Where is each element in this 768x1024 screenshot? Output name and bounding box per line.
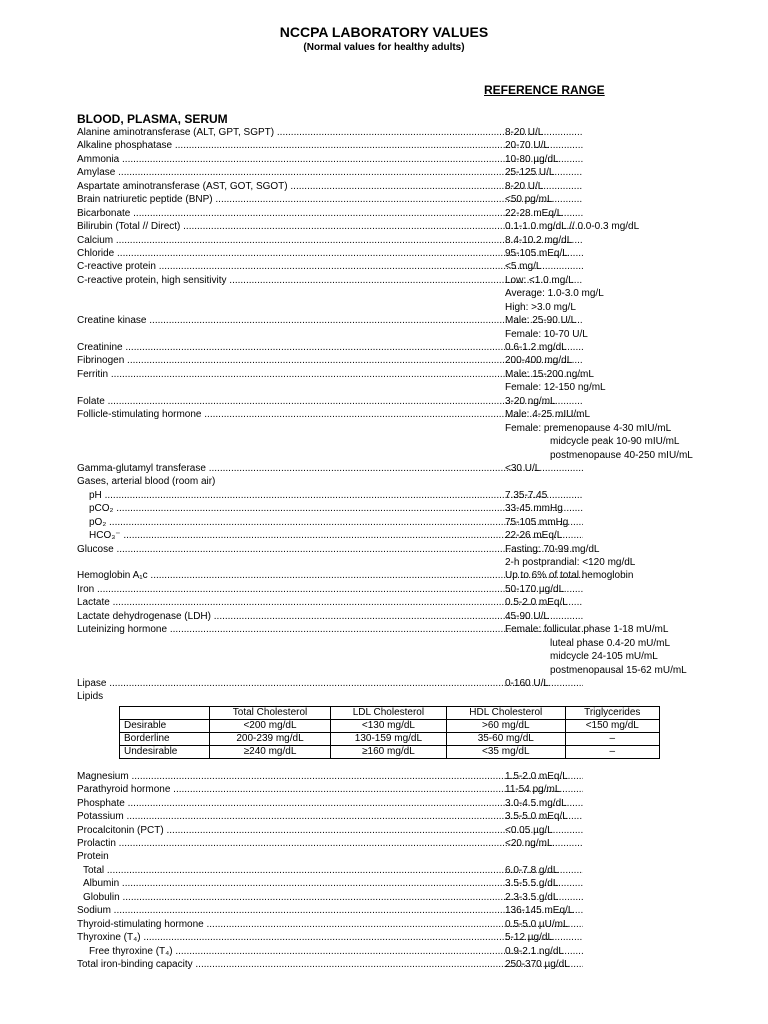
test-name: Folate ..... — [77, 395, 583, 408]
reference-value: 22-26 mEq/L — [505, 530, 563, 542]
lab-value-row — [77, 904, 717, 917]
lipids-cell: <130 mg/dL — [330, 719, 446, 732]
reference-value: 22-28 mEq/L — [505, 207, 563, 219]
test-name: pCO₂ ..... — [77, 502, 583, 515]
reference-value: 6.0-7.8 g/dL — [505, 864, 559, 876]
reference-value: 8.4-10.2 mg/dL — [505, 234, 573, 246]
test-name: Ammonia ..... — [77, 153, 583, 166]
lab-value-row — [77, 850, 717, 863]
lipids-cell: >60 mg/dL — [447, 719, 566, 732]
lab-value-row — [77, 931, 717, 944]
reference-value: 250-370 µg/dL — [505, 958, 570, 970]
reference-value: 0.9-2.1 ng/dL — [505, 945, 564, 957]
lab-value-row — [77, 556, 717, 569]
lipids-cell: 35-60 mg/dL — [447, 732, 566, 745]
reference-value: 200-400 mg/dL — [505, 355, 573, 367]
test-name: Thyroxine (T₄) ..... — [77, 931, 583, 944]
test-name: Luteinizing hormone ..... — [77, 623, 583, 636]
test-name: Phosphate ..... — [77, 797, 583, 810]
reference-value: 0.5-2.0 mEq/L — [505, 597, 568, 609]
reference-value: midcycle 24-105 mU/mL — [550, 651, 658, 663]
reference-value: 75-105 mmHg — [505, 516, 569, 528]
lab-value-row — [77, 381, 717, 394]
test-name: Hemoglobin A₁c ..... — [77, 569, 583, 582]
reference-value: Average: 1.0-3.0 mg/L — [505, 288, 604, 300]
test-name: Thyroid-stimulating hormone ..... — [77, 918, 583, 931]
test-name: Lipase ..... — [77, 677, 583, 690]
reference-value: <0.05 µg/L — [505, 824, 553, 836]
lab-value-row — [77, 664, 717, 677]
lab-value-row — [77, 958, 717, 971]
test-name: Procalcitonin (PCT) ..... — [77, 824, 583, 837]
lab-value-row — [77, 126, 717, 139]
lab-value-row — [77, 891, 717, 904]
test-name: Free thyroxine (T₄) ..... — [77, 945, 583, 958]
reference-value: 2-h postprandial: <120 mg/dL — [505, 557, 636, 568]
reference-value: postmenopause 40-250 mIU/mL — [550, 449, 693, 461]
reference-value: 5-12 µg/dL — [505, 932, 554, 944]
lab-value-row — [77, 650, 717, 663]
lab-value-row — [77, 260, 717, 273]
lipids-cell: – — [565, 732, 659, 745]
test-name: Prolactin ..... — [77, 837, 583, 850]
lab-value-row — [77, 529, 717, 542]
section-heading: BLOOD, PLASMA, SERUM — [77, 112, 228, 126]
test-name: Sodium ..... — [77, 904, 583, 917]
lab-value-row — [77, 543, 717, 556]
lipids-cell: Borderline — [120, 732, 210, 745]
reference-value: High: >3.0 mg/L — [505, 301, 576, 313]
reference-value: <5 mg/L — [505, 261, 542, 273]
reference-value: <20 ng/mL — [505, 838, 553, 849]
lab-value-row — [77, 408, 717, 421]
lipids-cell: ≥240 mg/dL — [210, 745, 331, 758]
lab-value-row — [77, 837, 717, 850]
reference-value: 0.1-1.0 mg/dL // 0.0-0.3 mg/dL — [505, 221, 640, 233]
test-name: Lactate ..... — [77, 596, 583, 609]
lab-value-row — [77, 287, 717, 300]
lab-value-row — [77, 166, 717, 179]
lab-value-row — [77, 354, 717, 367]
test-name: HCO₃⁻ ..... — [77, 529, 583, 542]
reference-value: Female: premenopause 4-30 mIU/mL — [505, 422, 672, 434]
test-name: Gases, arterial blood (room air) — [77, 476, 216, 488]
reference-value: Male: 25-90 U/L — [505, 315, 577, 327]
lab-value-row — [77, 449, 717, 462]
test-name: Gamma-glutamyl transferase ..... — [77, 462, 583, 475]
lab-value-row — [77, 193, 717, 206]
lab-value-row — [77, 583, 717, 596]
test-name: Amylase ..... — [77, 166, 583, 179]
reference-value: postmenopausal 15-62 mU/mL — [550, 664, 687, 676]
lab-value-row — [77, 341, 717, 354]
test-name: Bicarbonate ..... — [77, 207, 583, 220]
test-name: Creatine kinase ..... — [77, 314, 583, 327]
lipids-header-cell: Triglycerides — [565, 706, 659, 719]
reference-value: <30 U/L — [505, 462, 541, 474]
lab-value-row — [77, 610, 717, 623]
lipids-header-cell: LDL Cholesterol — [330, 706, 446, 719]
lab-values-list — [77, 126, 717, 971]
test-name: Lactate dehydrogenase (LDH) ..... — [77, 610, 583, 623]
test-name: Calcium ..... — [77, 234, 583, 247]
lab-value-row — [77, 877, 717, 890]
test-name: Total iron-binding capacity ..... — [77, 958, 583, 971]
lab-value-row — [77, 247, 717, 260]
lipids-table-row — [120, 719, 660, 732]
lipids-header-cell: HDL Cholesterol — [447, 706, 566, 719]
reference-value: Up to 6% of total hemoglobin — [505, 570, 634, 582]
reference-range-heading: REFERENCE RANGE — [484, 83, 605, 97]
lab-value-row — [77, 690, 717, 703]
lab-value-row — [77, 770, 717, 783]
test-name: Creatinine ..... — [77, 341, 583, 354]
lab-value-row — [77, 596, 717, 609]
reference-value: 95-105 mEq/L — [505, 247, 568, 259]
test-name: pO₂ ..... — [77, 516, 583, 529]
reference-value: Male: 15-200 ng/mL — [505, 368, 594, 380]
lab-values-group-1 — [77, 126, 717, 704]
lipids-table-body — [120, 719, 660, 758]
page-title: NCCPA LABORATORY VALUES — [279, 24, 489, 40]
lab-value-row — [77, 395, 717, 408]
lab-value-row — [77, 810, 717, 823]
reference-value: <50 pg/mL — [505, 194, 553, 206]
lab-value-row — [77, 220, 717, 233]
test-name: Lipids — [77, 691, 104, 703]
lab-value-row — [77, 435, 717, 448]
test-name: Protein — [77, 851, 109, 863]
lab-value-row — [77, 180, 717, 193]
lab-value-row — [77, 783, 717, 796]
reference-value: Low: <1.0 mg/L — [505, 274, 574, 286]
reference-value: 0.5-5.0 µU/mL — [505, 918, 569, 930]
reference-value: Female: 10-70 U/L — [505, 328, 588, 340]
lipids-cell: 130-159 mg/dL — [330, 732, 446, 745]
test-name: Chloride ..... — [77, 247, 583, 260]
reference-value: 8-20 U/L — [505, 180, 544, 192]
lipids-cell: – — [565, 745, 659, 758]
reference-value: 11-54 pg/mL — [505, 784, 561, 796]
lipids-cell: ≥160 mg/dL — [330, 745, 446, 758]
lipids-table-header — [120, 706, 660, 719]
lab-value-row — [77, 489, 717, 502]
lab-value-row — [77, 677, 717, 690]
reference-value: 7.35-7.45 — [505, 489, 548, 501]
test-name: Fibrinogen ..... — [77, 354, 583, 367]
lab-value-row — [77, 207, 717, 220]
test-name: Brain natriuretic peptide (BNP) ..... — [77, 193, 583, 206]
lab-value-row — [77, 637, 717, 650]
reference-value: 50-170 µg/dL — [505, 583, 565, 595]
lab-value-row — [77, 918, 717, 931]
reference-value: midcycle peak 10-90 mIU/mL — [550, 436, 680, 448]
lab-value-row — [77, 475, 717, 488]
lipids-table-row — [120, 745, 660, 758]
lab-value-row — [77, 945, 717, 958]
reference-value: 1.5-2.0 mEq/L — [505, 770, 568, 782]
lab-values-group-2 — [77, 770, 717, 972]
lipids-cell: Undesirable — [120, 745, 210, 758]
reference-value: 3.5-5.5 g/dL — [505, 878, 559, 890]
lipids-cell: <150 mg/dL — [565, 719, 659, 732]
reference-value: 0.6-1.2 mg/dL — [505, 342, 567, 353]
reference-value: Female: 12-150 ng/mL — [505, 382, 606, 394]
lipids-cell: <35 mg/dL — [447, 745, 566, 758]
test-name: C-reactive protein ..... — [77, 260, 583, 273]
lipids-table-row — [120, 732, 660, 745]
reference-value: luteal phase 0.4-20 mU/mL — [550, 637, 671, 649]
test-name: Glucose ..... — [77, 543, 583, 556]
lab-value-row — [77, 234, 717, 247]
lab-value-row — [77, 422, 717, 435]
lipids-cell: 200-239 mg/dL — [210, 732, 331, 745]
test-name: Iron ..... — [77, 583, 583, 596]
reference-value: 3.0-4.5 mg/dL — [505, 797, 567, 809]
reference-value: Female: follicular phase 1-18 mU/mL — [505, 624, 669, 636]
lab-value-row — [77, 301, 717, 314]
test-name: pH ..... — [77, 489, 583, 502]
reference-value: 45-90 U/L — [505, 610, 549, 622]
test-name: Ferritin ..... — [77, 368, 583, 381]
reference-value: 8-20 U/L — [505, 127, 544, 138]
reference-value: 33-45 mmHg — [505, 503, 563, 515]
test-name: Albumin ..... — [77, 877, 583, 890]
lipids-header-cell — [120, 706, 210, 719]
test-name: Bilirubin (Total // Direct) ..... — [77, 220, 583, 233]
lipids-table — [119, 706, 660, 759]
lab-value-row — [77, 824, 717, 837]
test-name: Follicle-stimulating hormone ..... — [77, 408, 583, 421]
test-name: Aspartate aminotransferase (AST, GOT, SGOT) ..... — [77, 180, 583, 193]
lab-value-row — [77, 462, 717, 475]
lab-value-row — [77, 502, 717, 515]
reference-value: Fasting: 70-99 mg/dL — [505, 543, 600, 555]
lab-value-row — [77, 623, 717, 636]
page-subtitle: (Normal values for healthy adults) — [303, 42, 465, 53]
reference-value: 136-145 mEq/L — [505, 905, 574, 917]
test-name: C-reactive protein, high sensitivity ..... — [77, 274, 583, 287]
reference-value: 10-80 µg/dL — [505, 153, 559, 165]
lipids-cell: Desirable — [120, 719, 210, 732]
lab-value-row — [77, 797, 717, 810]
test-name: Total ..... — [77, 864, 583, 877]
lab-value-row — [77, 328, 717, 341]
reference-value: Male: 4-25 mIU/mL — [505, 409, 591, 421]
test-name: Magnesium ..... — [77, 770, 583, 783]
reference-value: 2.3-3.5 g/dL — [505, 891, 559, 903]
test-name: Alkaline phosphatase ..... — [77, 139, 583, 152]
lipids-header-cell: Total Cholesterol — [210, 706, 331, 719]
reference-value: 3.5-5.0 mEq/L — [505, 811, 568, 823]
lab-value-row — [77, 314, 717, 327]
lab-value-row — [77, 139, 717, 152]
lab-value-row — [77, 153, 717, 166]
test-name: Globulin ..... — [77, 891, 583, 904]
reference-value: 0-160 U/L — [505, 677, 549, 689]
lab-value-row — [77, 516, 717, 529]
reference-value: 25-125 U/L — [505, 167, 555, 179]
lab-value-row — [77, 864, 717, 877]
lab-value-row — [77, 274, 717, 287]
reference-value: 3-20 ng/mL — [505, 395, 556, 407]
test-name: Potassium ..... — [77, 810, 583, 823]
test-name: Parathyroid hormone ..... — [77, 783, 583, 796]
lipids-table-wrapper — [77, 704, 717, 770]
lipids-cell: <200 mg/dL — [210, 719, 331, 732]
reference-value: 20-70 U/L — [505, 140, 549, 152]
lab-value-row — [77, 368, 717, 381]
test-name: Alanine aminotransferase (ALT, GPT, SGPT) ..... — [77, 126, 583, 139]
lab-value-row — [77, 569, 717, 582]
